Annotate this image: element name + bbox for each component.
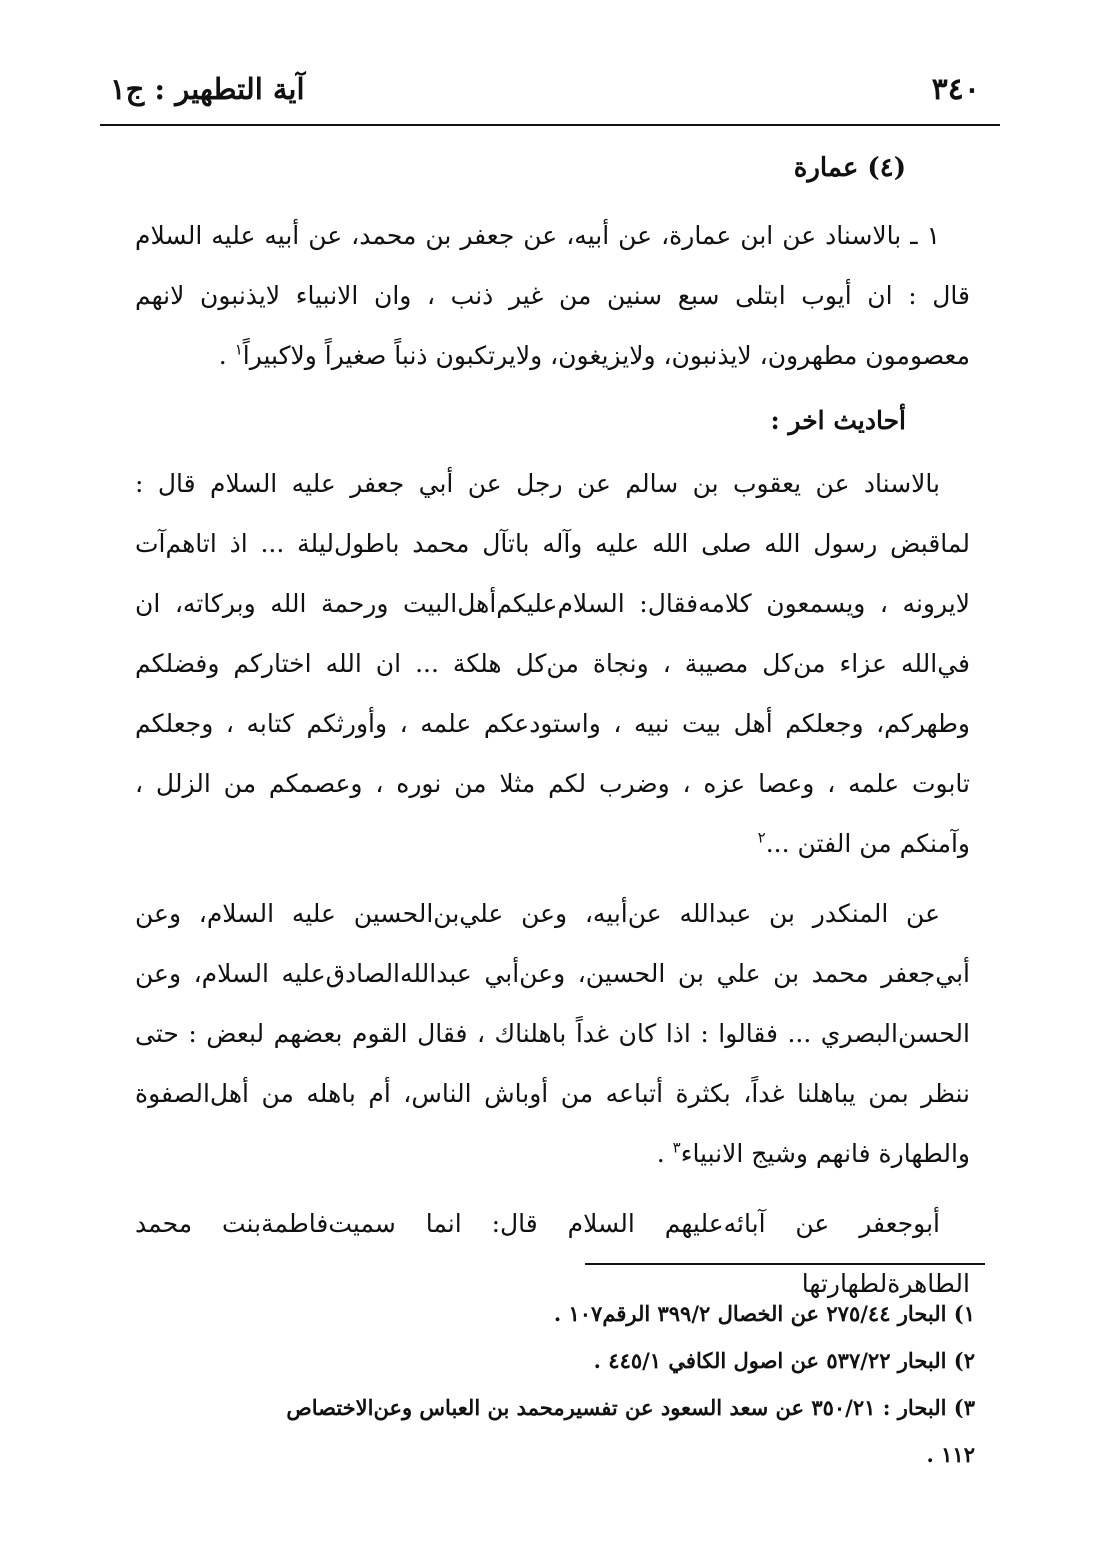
footnote: ٣) البحار : ٣٥٠/٢١ عن سعد السعود عن تفسيرمحمد بن العباس وعن‌الاختصاص [286, 1395, 975, 1420]
paragraph-tail: . [656, 1139, 665, 1168]
footnotes [125, 1290, 975, 1478]
paragraph-text: بالاسناد عن يعقوب بن سالم عن رجل عن أبي جعفر عليه السلام قال : لماقبض رسول الله صلى الله عليه وآله باتآل محمد باطول‌ليلة ... اذ اتاهم‌آت لايرونه ، ويسمعون كلامه‌فقال: السلام‌عليكم‌أهل‌البيت ورحمة الله وبركاته، ان في‌الله عزاء من‌كل مصيبة ، ونجاة من‌كل هلكة ... ان الله اختاركم وفضلكم وطهركم، وجعلكم أهل بيت نبيه ، واستودعكم علمه ، وأورثكم كتابه ، وجعلكم تابوت علمه ، وعصا عزه ، وضرب لكم مثلا من نوره ، وعصمكم من الزلل ، وآمنكم من الفتن ... [135, 469, 970, 858]
footnote-reference: ١ [234, 340, 243, 359]
page-header [110, 72, 980, 122]
footnote: ١) البحار ٢٧٥/٤٤ عن الخصال ٣٩٩/٢ الرقم١٠٧ . [553, 1301, 975, 1326]
main-text [135, 148, 970, 1324]
footnote-reference: ٢ [757, 828, 766, 847]
paragraph-text: ١ ـ بالاسناد عن ابن عمارة، عن أبيه، عن جعفر بن محمد، عن أبيه عليه السلام قال : ان أيوب ابتلى سبع سنين من غير ذنب ، وان الانبياء لايذنبون لانهم معصومون مطهرون، لايذنبون، ولايزيغون، ولايرتكبون ذنباً صغيراً ولاكبيراً [135, 221, 970, 370]
paragraph-text: عن المنكدر بن عبدالله عن‌أبيه، وعن علي‌بن‌الحسين عليه السلام، وعن أبي‌جعفر محمد بن علي بن الحسين، وعن‌أبي عبدالله‌الصادق‌عليه السلام، وعن الحسن‌البصري ... فقالوا : اذا كان غداً باهلناك ، فقال القوم بعضهم لبعض : حتى ننظر بمن يباهلنا غداً، بكثرة أتباعه من أوباش الناس، أم باهله من أهل‌الصفوة والطهارة فانهم وشيج الانبياء [135, 899, 970, 1168]
paragraph-text: أبوجعفر عن آبائه‌عليهم السلام قال: انما سميت‌فاطمة‌بنت محمد الطاهرة‌لطهارتها [135, 1209, 970, 1298]
running-title: آية التطهير : ج١ [110, 72, 305, 106]
paragraph [135, 884, 970, 1184]
subheading: أحاديث اخر : [770, 406, 906, 435]
footnote: ٢) البحار ٥٣٧/٢٢ عن اصول الكافي ٤٤٥/١ . [593, 1348, 975, 1373]
section-heading: (٤) عمارة [793, 153, 906, 183]
paragraph [135, 206, 970, 386]
footnote-reference: ٣ [672, 1138, 681, 1157]
footnote-rule [585, 1263, 985, 1265]
page-number: ٣٤٠ [931, 72, 980, 107]
footnote-continuation: ١١٢ . [926, 1442, 975, 1467]
header-rule [100, 124, 1000, 126]
paragraph-tail: . [218, 341, 227, 370]
paragraph [135, 454, 970, 874]
